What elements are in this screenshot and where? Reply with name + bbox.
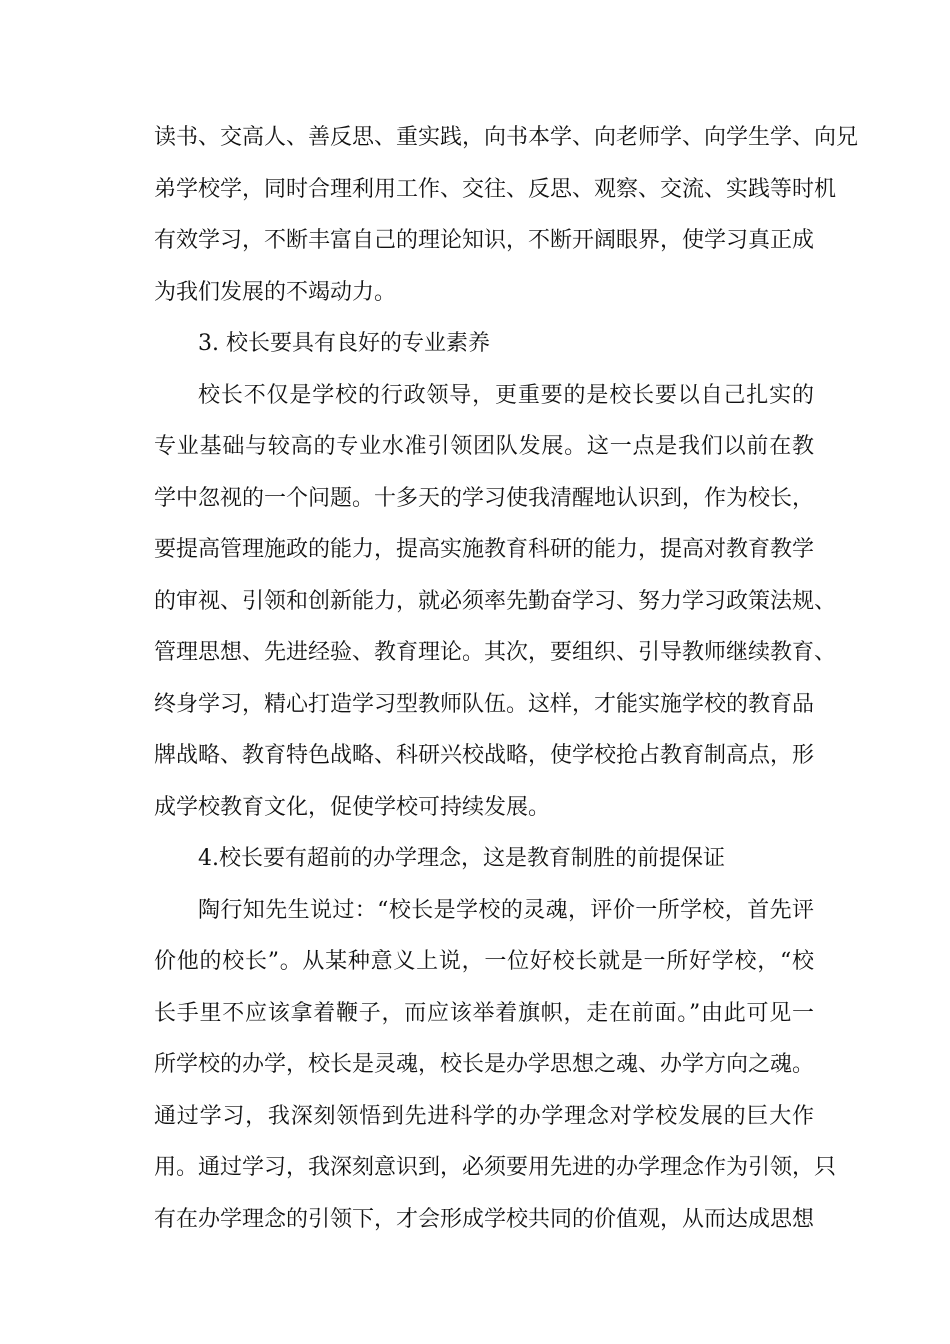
text-line: 读书、交高人、善反思、重实践，向书本学、向老师学、向学生学、向兄 bbox=[154, 125, 859, 150]
text-line: 通过学习，我深刻领悟到先进科学的办学理念对学校发展的巨大作 bbox=[154, 1103, 814, 1129]
text-line: 专业基础与较高的专业水准引领团队发展。这一点是我们以前在教 bbox=[154, 434, 814, 459]
text-line: 用。通过学习，我深刻意识到，必须要用先进的办学理念作为引领，只 bbox=[154, 1155, 837, 1180]
text-line: 为我们发展的不竭动力。 bbox=[154, 279, 397, 305]
text-line: 成学校教育文化，促使学校可持续发展。 bbox=[154, 794, 551, 820]
document-body bbox=[154, 112, 859, 1245]
text-line: 有效学习，不断丰富自己的理论知识，不断开阔眼界，使学习真正成 bbox=[154, 228, 815, 253]
text-line: 的审视、引领和创新能力，就必须率先勤奋学习、努力学习政策法规、 bbox=[154, 588, 837, 614]
text-line: 有在办学理念的引领下，才会形成学校共同的价值观，从而达成思想 bbox=[154, 1206, 815, 1232]
text-line: 所学校的办学，校长是灵魂，校长是办学思想之魂、办学方向之魂。 bbox=[154, 1052, 815, 1077]
section-heading-4: 4.校长要有超前的办学理念，这是教育制胜的前提保证 bbox=[198, 846, 725, 871]
text-line: 校长不仅是学校的行政领导，更重要的是校长要以自己扎实的 bbox=[198, 382, 814, 408]
text-line: 终身学习，精心打造学习型教师队伍。这样，才能实施学校的教育品 bbox=[154, 691, 815, 717]
text-line: 牌战略、教育特色战略、科研兴校战略，使学校抢占教育制高点，形 bbox=[154, 743, 815, 768]
text-line: 学中忽视的一个问题。十多天的学习使我清醒地认识到，作为校长， bbox=[154, 485, 815, 511]
text-line: 陶行知先生说过：“校长是学校的灵魂，评价一所学校，首先评 bbox=[198, 897, 814, 923]
text-line: 弟学校学，同时合理利用工作、交往、反思、观察、交流、实践等时机 bbox=[154, 176, 837, 202]
text-line: 价他的校长”。从某种意义上说，一位好校长就是一所好学校，“校 bbox=[154, 949, 814, 974]
text-line: 长手里不应该拿着鞭子，而应该举着旗帜，走在前面。”由此可见一 bbox=[154, 1000, 814, 1026]
section-heading-3: 3. 校长要具有良好的专业素养 bbox=[198, 331, 490, 356]
text-line: 要提高管理施政的能力，提高实施教育科研的能力，提高对教育教学 bbox=[154, 537, 815, 562]
text-line: 管理思想、先进经验、教育理论。其次，要组织、引导教师继续教育、 bbox=[154, 640, 837, 665]
